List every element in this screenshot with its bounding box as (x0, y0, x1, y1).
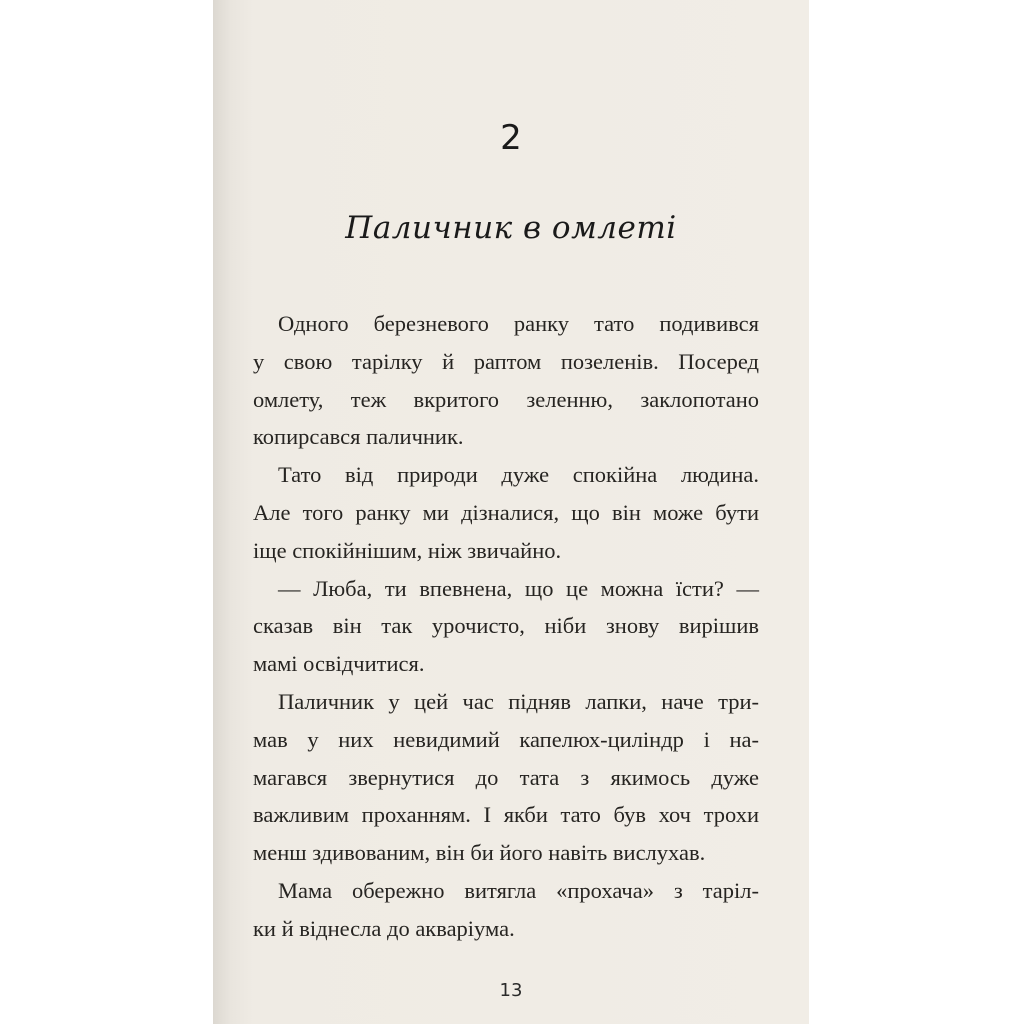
body-text (253, 305, 759, 948)
text-line: сказав він так урочисто, ніби знову вирішив (253, 613, 759, 639)
text-line: Паличник у цей час підняв лапки, наче три- (278, 688, 759, 714)
text-line: мамі освідчитися. (253, 651, 425, 677)
text-line: іще спокійнішим, ніж звичайно. (253, 537, 562, 563)
paragraph-2 (253, 456, 759, 569)
paragraph-3 (253, 570, 759, 683)
text-line: Але того ранку ми дізналися, що він може бути (253, 499, 759, 525)
text-line: менш здивованим, він би його навіть вислухав. (253, 840, 706, 866)
text-line: копирсався паличник. (253, 424, 464, 450)
text-line: — Люба, ти впевнена, що це можна їсти? — (278, 575, 759, 601)
text-line: Мама обережно витягла «прохача» з таріл- (278, 877, 759, 903)
text-line: омлету, теж вкритого зеленню, заклопотано (253, 386, 759, 412)
text-line: важливим проханням. І якби тато був хоч трохи (253, 802, 759, 828)
chapter-title: Паличник в омлеті (345, 210, 677, 246)
text-line: Тато від природи дуже спокійна людина. (278, 462, 759, 488)
text-line: ки й віднесла до акваріума. (253, 915, 515, 941)
text-line: мав у них невидимий капелюх-циліндр і на- (253, 726, 759, 752)
text-line: магався звернутися до тата з якимось дуже (253, 764, 759, 790)
paragraph-5 (253, 872, 759, 948)
page-number: 13 (499, 980, 523, 1001)
chapter-number: 2 (500, 118, 522, 158)
paragraph-1 (253, 305, 759, 456)
book-page (213, 0, 809, 1024)
text-line: Одного березневого ранку тато подивився (278, 311, 759, 336)
text-line: у свою тарілку й раптом позеленів. Посеред (253, 348, 759, 374)
paragraph-4 (253, 683, 759, 872)
